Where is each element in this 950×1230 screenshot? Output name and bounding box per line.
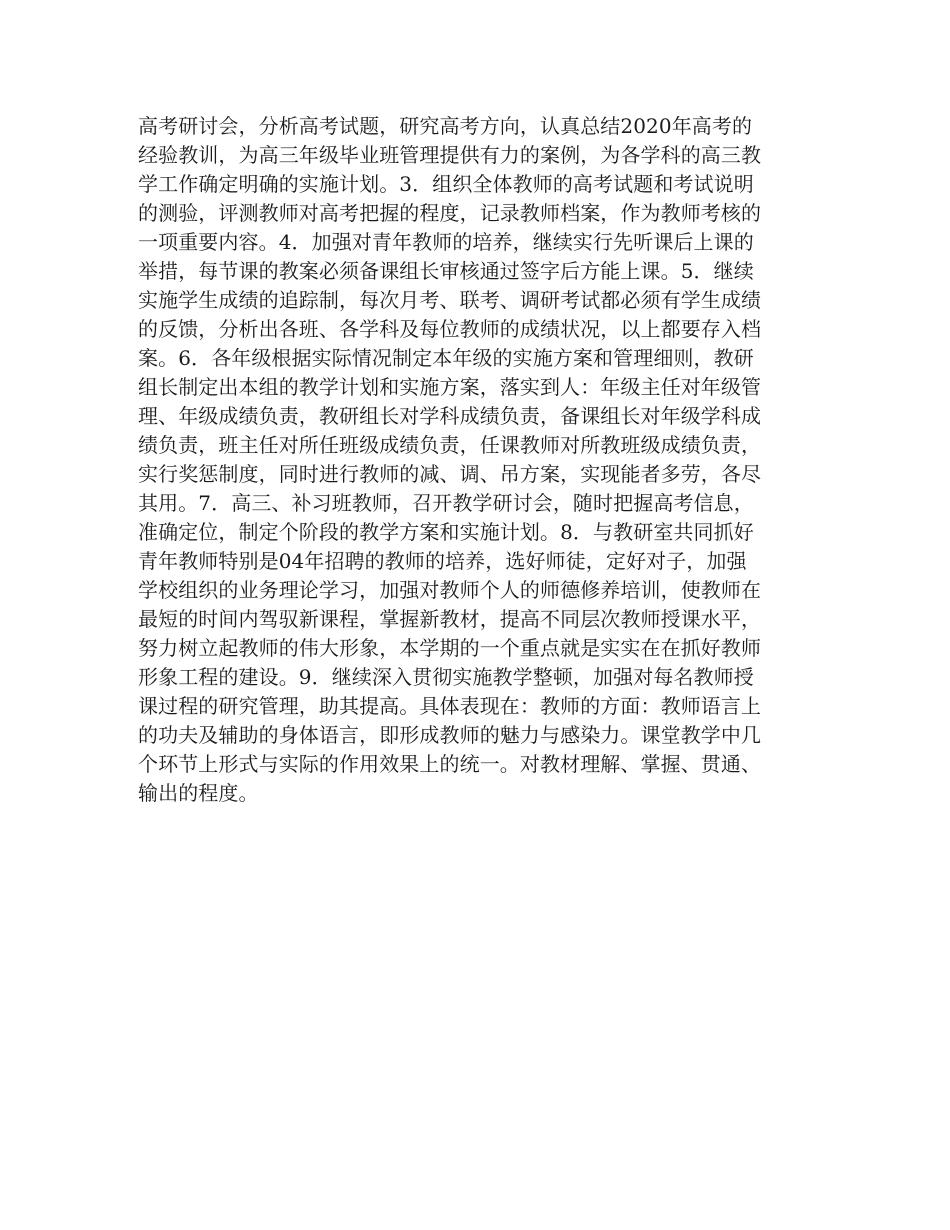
text-line: 高考研讨会，分析高考试题，研究高考方向，认真总结2020年高考的 <box>138 114 753 138</box>
text-line: 的测验，评测教师对高考把握的程度，记录教师档案，作为教师考核的 <box>138 201 762 225</box>
text-line: 课过程的研究管理，助其提高。具体表现在：教师的方面：教师语言上 <box>138 694 762 718</box>
text-line: 经验教训，为高三年级毕业班管理提供有力的案例，为各学科的高三教 <box>138 143 762 167</box>
text-line: 组长制定出本组的教学计划和实施方案，落实到人：年级主任对年级管 <box>138 375 762 399</box>
text-line: 输出的程度。 <box>138 781 259 805</box>
text-line: 举措，每节课的教案必须备课组长审核通过签字后方能上课。5．继续 <box>138 259 754 283</box>
text-line: 其用。7．高三、补习班教师，召开教学研讨会，随时把握高考信息， <box>138 491 754 515</box>
text-line: 青年教师特别是04年招聘的教师的培养，选好师徒，定好对子，加强 <box>138 549 747 573</box>
text-line: 实行奖惩制度，同时进行教师的减、调、吊方案，实现能者多劳，各尽 <box>138 462 762 486</box>
text-line: 绩负责，班主任对所任班级成绩负责，任课教师对所教班级成绩负责， <box>138 433 762 457</box>
text-line: 努力树立起教师的伟大形象，本学期的一个重点就是实实在在抓好教师 <box>138 636 762 660</box>
text-line: 准确定位，制定个阶段的教学方案和实施计划。8．与教研室共同抓好 <box>138 520 754 544</box>
text-line: 的反馈，分析出各班、各学科及每位教师的成绩状况，以上都要存入档 <box>138 317 762 341</box>
text-line: 个环节上形式与实际的作用效果上的统一。对教材理解、掌握、贯通、 <box>138 752 762 776</box>
text-line: 案。6．各年级根据实际情况制定本年级的实施方案和管理细则，教研 <box>138 346 754 370</box>
text-line: 学校组织的业务理论学习，加强对教师个人的师德修养培训，使教师在 <box>138 578 762 602</box>
body-text <box>138 112 813 808</box>
text-line: 学工作确定明确的实施计划。3．组织全体教师的高考试题和考试说明 <box>138 172 754 196</box>
text-line: 理、年级成绩负责，教研组长对学科成绩负责，备课组长对年级学科成 <box>138 404 762 428</box>
text-line: 形象工程的建设。9．继续深入贯彻实施教学整顿，加强对每名教师授 <box>138 665 754 689</box>
text-line: 的功夫及辅助的身体语言，即形成教师的魅力与感染力。课堂教学中几 <box>138 723 762 747</box>
text-line: 最短的时间内驾驭新课程，掌握新教材，提高不同层次教师授课水平， <box>138 607 762 631</box>
text-line: 实施学生成绩的追踪制，每次月考、联考、调研考试都必须有学生成绩 <box>138 288 762 312</box>
text-line: 一项重要内容。4．加强对青年教师的培养，继续实行先听课后上课的 <box>138 230 754 254</box>
